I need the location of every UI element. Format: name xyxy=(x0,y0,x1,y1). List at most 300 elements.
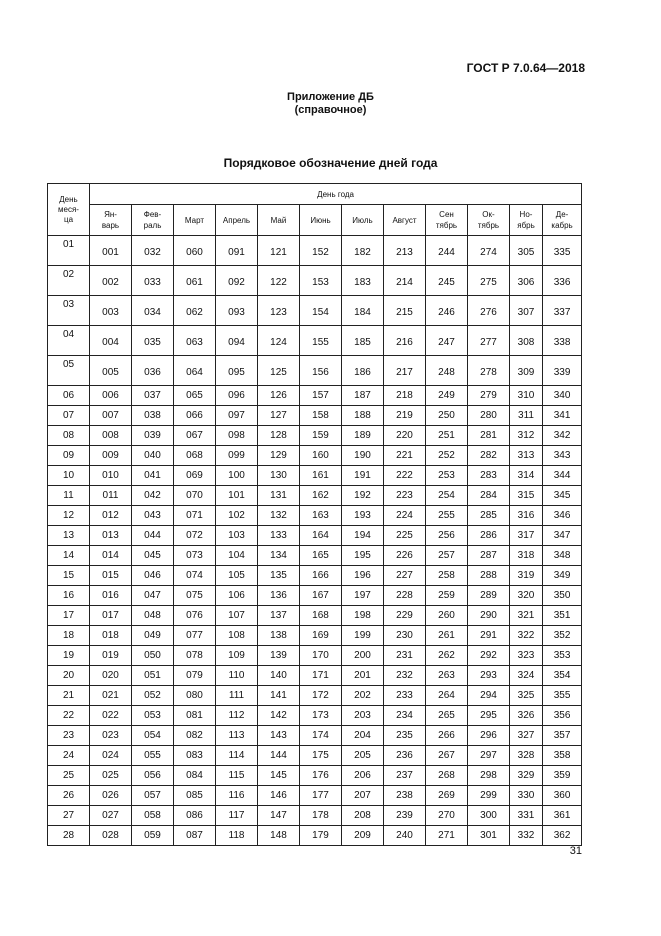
day-of-year-cell: 064 xyxy=(174,356,216,386)
day-of-year-cell: 084 xyxy=(174,766,216,786)
day-of-year-cell: 218 xyxy=(384,386,426,406)
day-of-year-cell: 193 xyxy=(342,506,384,526)
day-of-year-cell: 315 xyxy=(510,486,543,506)
day-of-year-cell: 219 xyxy=(384,406,426,426)
day-of-year-cell: 116 xyxy=(216,786,258,806)
day-of-year-cell: 348 xyxy=(543,546,582,566)
day-of-month-cell: 13 xyxy=(48,526,90,546)
day-of-year-cell: 161 xyxy=(300,466,342,486)
table-row xyxy=(48,666,582,686)
day-of-year-cell: 152 xyxy=(300,236,342,266)
day-of-year-cell: 153 xyxy=(300,266,342,296)
day-of-year-cell: 188 xyxy=(342,406,384,426)
day-of-year-cell: 196 xyxy=(342,566,384,586)
day-of-year-cell: 245 xyxy=(426,266,468,296)
month-header xyxy=(384,205,426,236)
day-of-year-cell: 024 xyxy=(90,746,132,766)
day-of-year-cell: 203 xyxy=(342,706,384,726)
day-of-year-cell: 003 xyxy=(90,296,132,326)
day-of-year-cell: 259 xyxy=(426,586,468,606)
day-of-year-cell: 140 xyxy=(258,666,300,686)
day-of-year-cell: 136 xyxy=(258,586,300,606)
day-of-year-cell: 163 xyxy=(300,506,342,526)
day-of-year-cell: 068 xyxy=(174,446,216,466)
day-of-year-cell: 209 xyxy=(342,826,384,846)
day-of-year-cell: 124 xyxy=(258,326,300,356)
day-of-year-cell: 082 xyxy=(174,726,216,746)
day-of-year-cell: 311 xyxy=(510,406,543,426)
month-header-line: Апрель xyxy=(222,215,251,225)
day-of-year-cell: 288 xyxy=(468,566,510,586)
day-of-year-cell: 237 xyxy=(384,766,426,786)
day-of-year-cell: 135 xyxy=(258,566,300,586)
month-header-line: раль xyxy=(143,221,162,230)
day-of-year-cell: 036 xyxy=(132,356,174,386)
day-of-year-cell: 004 xyxy=(90,326,132,356)
day-of-year-cell: 283 xyxy=(468,466,510,486)
day-of-year-cell: 354 xyxy=(543,666,582,686)
day-of-year-cell: 349 xyxy=(543,566,582,586)
table-row xyxy=(48,786,582,806)
day-of-year-cell: 148 xyxy=(258,826,300,846)
day-of-year-cell: 121 xyxy=(258,236,300,266)
day-of-year-cell: 331 xyxy=(510,806,543,826)
day-of-year-cell: 091 xyxy=(216,236,258,266)
day-of-year-cell: 222 xyxy=(384,466,426,486)
day-of-year-cell: 357 xyxy=(543,726,582,746)
day-of-year-cell: 138 xyxy=(258,626,300,646)
day-of-year-cell: 296 xyxy=(468,726,510,746)
day-of-year-cell: 109 xyxy=(216,646,258,666)
day-of-year-cell: 055 xyxy=(132,746,174,766)
day-of-year-cell: 264 xyxy=(426,686,468,706)
day-of-year-cell: 199 xyxy=(342,626,384,646)
day-of-year-cell: 271 xyxy=(426,826,468,846)
day-of-month-cell: 01 xyxy=(48,236,90,266)
month-header-line: Фев- xyxy=(143,210,162,219)
month-header xyxy=(90,205,132,236)
month-header-line: Июль xyxy=(352,215,373,225)
day-of-year-cell: 246 xyxy=(426,296,468,326)
day-of-year-cell: 307 xyxy=(510,296,543,326)
day-of-year-cell: 038 xyxy=(132,406,174,426)
day-of-year-cell: 320 xyxy=(510,586,543,606)
day-of-year-cell: 063 xyxy=(174,326,216,356)
day-of-year-cell: 184 xyxy=(342,296,384,326)
day-of-year-cell: 054 xyxy=(132,726,174,746)
day-of-year-cell: 327 xyxy=(510,726,543,746)
day-of-year-cell: 061 xyxy=(174,266,216,296)
day-of-year-cell: 313 xyxy=(510,446,543,466)
day-of-year-cell: 102 xyxy=(216,506,258,526)
table-row xyxy=(48,296,582,326)
day-of-year-cell: 298 xyxy=(468,766,510,786)
day-of-year-cell: 078 xyxy=(174,646,216,666)
day-of-year-cell: 226 xyxy=(384,546,426,566)
row-header-line: День xyxy=(59,194,78,204)
table-row xyxy=(48,426,582,446)
month-header-line: Июнь xyxy=(310,215,331,225)
day-of-month-cell: 07 xyxy=(48,406,90,426)
day-of-year-cell: 071 xyxy=(174,506,216,526)
day-of-year-cell: 165 xyxy=(300,546,342,566)
day-of-year-cell: 353 xyxy=(543,646,582,666)
day-of-year-cell: 191 xyxy=(342,466,384,486)
day-of-year-cell: 214 xyxy=(384,266,426,296)
day-of-year-cell: 249 xyxy=(426,386,468,406)
day-of-year-cell: 128 xyxy=(258,426,300,446)
day-of-year-cell: 356 xyxy=(543,706,582,726)
day-of-month-cell: 21 xyxy=(48,686,90,706)
day-of-year-cell: 182 xyxy=(342,236,384,266)
day-of-year-cell: 176 xyxy=(300,766,342,786)
day-of-year-cell: 233 xyxy=(384,686,426,706)
day-of-year-cell: 110 xyxy=(216,666,258,686)
day-of-year-cell: 141 xyxy=(258,686,300,706)
table-row xyxy=(48,236,582,266)
month-header xyxy=(300,205,342,236)
day-of-year-cell: 023 xyxy=(90,726,132,746)
table-row xyxy=(48,646,582,666)
day-of-year-cell: 052 xyxy=(132,686,174,706)
day-of-year-cell: 019 xyxy=(90,646,132,666)
day-of-month-cell: 14 xyxy=(48,546,90,566)
day-of-year-cell: 173 xyxy=(300,706,342,726)
day-of-year-cell: 344 xyxy=(543,466,582,486)
day-of-year-cell: 170 xyxy=(300,646,342,666)
day-of-year-cell: 094 xyxy=(216,326,258,356)
month-header xyxy=(468,205,510,236)
day-of-year-cell: 171 xyxy=(300,666,342,686)
day-of-year-cell: 185 xyxy=(342,326,384,356)
day-of-year-cell: 325 xyxy=(510,686,543,706)
day-of-year-cell: 021 xyxy=(90,686,132,706)
day-of-year-cell: 093 xyxy=(216,296,258,326)
day-of-year-cell: 265 xyxy=(426,706,468,726)
day-of-year-cell: 035 xyxy=(132,326,174,356)
day-of-year-cell: 263 xyxy=(426,666,468,686)
day-of-year-cell: 020 xyxy=(90,666,132,686)
day-of-year-cell: 143 xyxy=(258,726,300,746)
day-of-month-cell: 06 xyxy=(48,386,90,406)
day-of-year-cell: 129 xyxy=(258,446,300,466)
day-of-year-cell: 142 xyxy=(258,706,300,726)
day-of-year-cell: 059 xyxy=(132,826,174,846)
day-of-year-cell: 202 xyxy=(342,686,384,706)
day-of-year-cell: 215 xyxy=(384,296,426,326)
day-of-year-cell: 247 xyxy=(426,326,468,356)
day-of-year-cell: 361 xyxy=(543,806,582,826)
day-of-year-cell: 126 xyxy=(258,386,300,406)
day-of-year-cell: 167 xyxy=(300,586,342,606)
month-header-line: Ян- xyxy=(104,210,117,219)
day-of-year-table xyxy=(47,183,582,846)
day-of-year-cell: 042 xyxy=(132,486,174,506)
day-of-year-cell: 144 xyxy=(258,746,300,766)
day-of-year-cell: 362 xyxy=(543,826,582,846)
day-of-year-cell: 201 xyxy=(342,666,384,686)
day-of-year-cell: 012 xyxy=(90,506,132,526)
month-header xyxy=(426,205,468,236)
day-of-month-cell: 23 xyxy=(48,726,90,746)
day-of-year-cell: 295 xyxy=(468,706,510,726)
day-of-year-cell: 101 xyxy=(216,486,258,506)
month-header-line: Март xyxy=(184,215,205,225)
day-of-year-cell: 324 xyxy=(510,666,543,686)
day-of-year-cell: 145 xyxy=(258,766,300,786)
day-of-year-cell: 127 xyxy=(258,406,300,426)
row-header-line: ца xyxy=(63,214,74,224)
day-of-month-cell: 20 xyxy=(48,666,90,686)
day-of-month-cell: 16 xyxy=(48,586,90,606)
day-of-year-cell: 291 xyxy=(468,626,510,646)
table-row xyxy=(48,466,582,486)
day-of-year-cell: 039 xyxy=(132,426,174,446)
table-row xyxy=(48,606,582,626)
day-of-year-cell: 086 xyxy=(174,806,216,826)
day-of-year-cell: 005 xyxy=(90,356,132,386)
day-of-year-cell: 294 xyxy=(468,686,510,706)
day-of-year-cell: 044 xyxy=(132,526,174,546)
day-of-year-cell: 254 xyxy=(426,486,468,506)
day-of-year-cell: 309 xyxy=(510,356,543,386)
month-header-line: Август xyxy=(392,215,417,225)
table-row xyxy=(48,406,582,426)
day-of-year-cell: 323 xyxy=(510,646,543,666)
day-of-year-cell: 174 xyxy=(300,726,342,746)
day-of-year-cell: 213 xyxy=(384,236,426,266)
month-header xyxy=(258,205,300,236)
day-of-year-cell: 274 xyxy=(468,236,510,266)
day-of-year-cell: 050 xyxy=(132,646,174,666)
day-of-year-cell: 326 xyxy=(510,706,543,726)
day-of-year-cell: 058 xyxy=(132,806,174,826)
day-of-year-cell: 204 xyxy=(342,726,384,746)
day-of-year-cell: 175 xyxy=(300,746,342,766)
day-of-year-cell: 290 xyxy=(468,606,510,626)
day-of-year-cell: 083 xyxy=(174,746,216,766)
month-header xyxy=(216,205,258,236)
day-of-year-cell: 106 xyxy=(216,586,258,606)
day-of-year-cell: 100 xyxy=(216,466,258,486)
table-row xyxy=(48,506,582,526)
day-of-year-cell: 077 xyxy=(174,626,216,646)
day-of-year-cell: 162 xyxy=(300,486,342,506)
day-of-year-cell: 292 xyxy=(468,646,510,666)
annex-heading xyxy=(0,91,661,117)
day-of-year-cell: 352 xyxy=(543,626,582,646)
day-of-year-cell: 198 xyxy=(342,606,384,626)
day-of-year-cell: 096 xyxy=(216,386,258,406)
month-header-line: Но- xyxy=(519,210,533,219)
month-header xyxy=(132,205,174,236)
day-of-year-cell: 229 xyxy=(384,606,426,626)
day-of-year-cell: 355 xyxy=(543,686,582,706)
day-of-month-cell: 05 xyxy=(48,356,90,386)
day-of-year-cell: 092 xyxy=(216,266,258,296)
day-of-month-cell: 02 xyxy=(48,266,90,296)
day-of-year-cell: 207 xyxy=(342,786,384,806)
day-of-year-cell: 081 xyxy=(174,706,216,726)
day-of-year-cell: 060 xyxy=(174,236,216,266)
day-of-year-cell: 255 xyxy=(426,506,468,526)
table-title: Порядковое обозначение дней года xyxy=(223,156,438,170)
month-header xyxy=(342,205,384,236)
day-of-year-cell: 056 xyxy=(132,766,174,786)
table-row xyxy=(48,266,582,296)
day-of-year-cell: 329 xyxy=(510,766,543,786)
table-row xyxy=(48,686,582,706)
day-of-year-cell: 097 xyxy=(216,406,258,426)
day-of-year-cell: 251 xyxy=(426,426,468,446)
month-header-line: тябрь xyxy=(435,221,458,230)
day-of-year-cell: 168 xyxy=(300,606,342,626)
table-row xyxy=(48,706,582,726)
day-of-year-cell: 178 xyxy=(300,806,342,826)
annex-title: Приложение ДБ xyxy=(287,91,374,103)
day-of-year-cell: 269 xyxy=(426,786,468,806)
day-of-year-cell: 032 xyxy=(132,236,174,266)
day-of-year-cell: 103 xyxy=(216,526,258,546)
day-of-year-cell: 338 xyxy=(543,326,582,356)
day-of-year-cell: 339 xyxy=(543,356,582,386)
day-of-year-cell: 179 xyxy=(300,826,342,846)
day-of-month-cell: 18 xyxy=(48,626,90,646)
day-of-year-cell: 230 xyxy=(384,626,426,646)
day-of-year-cell: 221 xyxy=(384,446,426,466)
day-of-year-cell: 015 xyxy=(90,566,132,586)
month-header xyxy=(510,205,543,236)
table-row xyxy=(48,446,582,466)
day-of-year-cell: 104 xyxy=(216,546,258,566)
day-of-year-cell: 190 xyxy=(342,446,384,466)
day-of-year-cell: 046 xyxy=(132,566,174,586)
day-of-year-cell: 080 xyxy=(174,686,216,706)
day-of-year-cell: 358 xyxy=(543,746,582,766)
day-of-year-cell: 268 xyxy=(426,766,468,786)
day-of-year-cell: 228 xyxy=(384,586,426,606)
table-row xyxy=(48,626,582,646)
day-of-year-cell: 114 xyxy=(216,746,258,766)
day-of-year-cell: 160 xyxy=(300,446,342,466)
day-of-year-cell: 317 xyxy=(510,526,543,546)
day-of-year-cell: 085 xyxy=(174,786,216,806)
day-of-year-cell: 016 xyxy=(90,586,132,606)
day-of-month-cell: 04 xyxy=(48,326,90,356)
day-of-year-cell: 337 xyxy=(543,296,582,326)
day-of-year-cell: 033 xyxy=(132,266,174,296)
day-of-year-cell: 234 xyxy=(384,706,426,726)
day-of-year-cell: 227 xyxy=(384,566,426,586)
day-of-year-cell: 009 xyxy=(90,446,132,466)
row-header-cell xyxy=(48,184,90,236)
day-of-year-cell: 164 xyxy=(300,526,342,546)
day-of-year-cell: 183 xyxy=(342,266,384,296)
day-of-year-cell: 125 xyxy=(258,356,300,386)
day-of-year-cell: 360 xyxy=(543,786,582,806)
day-of-year-cell: 235 xyxy=(384,726,426,746)
day-of-year-cell: 043 xyxy=(132,506,174,526)
day-of-year-cell: 195 xyxy=(342,546,384,566)
day-of-year-cell: 346 xyxy=(543,506,582,526)
day-of-year-cell: 306 xyxy=(510,266,543,296)
day-of-year-cell: 075 xyxy=(174,586,216,606)
day-of-year-cell: 048 xyxy=(132,606,174,626)
day-of-year-cell: 347 xyxy=(543,526,582,546)
month-header-line: Ок- xyxy=(482,210,495,219)
day-of-year-cell: 006 xyxy=(90,386,132,406)
day-of-year-cell: 172 xyxy=(300,686,342,706)
day-of-month-cell: 03 xyxy=(48,296,90,326)
day-of-year-cell: 359 xyxy=(543,766,582,786)
day-of-year-cell: 314 xyxy=(510,466,543,486)
day-of-year-cell: 067 xyxy=(174,426,216,446)
day-of-year-cell: 276 xyxy=(468,296,510,326)
annex-subtitle: (справочное) xyxy=(294,104,367,116)
day-of-month-cell: 09 xyxy=(48,446,90,466)
day-of-year-cell: 049 xyxy=(132,626,174,646)
day-of-year-cell: 123 xyxy=(258,296,300,326)
day-of-year-cell: 217 xyxy=(384,356,426,386)
day-of-year-cell: 293 xyxy=(468,666,510,686)
day-of-year-cell: 053 xyxy=(132,706,174,726)
day-of-year-cell: 267 xyxy=(426,746,468,766)
day-of-year-cell: 232 xyxy=(384,666,426,686)
day-of-year-cell: 285 xyxy=(468,506,510,526)
day-of-year-cell: 266 xyxy=(426,726,468,746)
day-of-year-cell: 051 xyxy=(132,666,174,686)
day-of-year-cell: 134 xyxy=(258,546,300,566)
day-of-year-cell: 236 xyxy=(384,746,426,766)
month-header-line: ябрь xyxy=(517,221,535,230)
day-of-year-cell: 169 xyxy=(300,626,342,646)
table-row xyxy=(48,826,582,846)
day-of-year-cell: 047 xyxy=(132,586,174,606)
day-of-year-cell: 155 xyxy=(300,326,342,356)
day-of-month-cell: 11 xyxy=(48,486,90,506)
day-of-year-cell: 345 xyxy=(543,486,582,506)
day-of-year-cell: 256 xyxy=(426,526,468,546)
day-of-month-cell: 17 xyxy=(48,606,90,626)
day-of-year-cell: 330 xyxy=(510,786,543,806)
day-of-year-cell: 305 xyxy=(510,236,543,266)
day-of-year-cell: 328 xyxy=(510,746,543,766)
day-of-year-cell: 280 xyxy=(468,406,510,426)
day-of-year-cell: 308 xyxy=(510,326,543,356)
day-of-year-cell: 095 xyxy=(216,356,258,386)
day-of-year-cell: 300 xyxy=(468,806,510,826)
day-of-year-cell: 287 xyxy=(468,546,510,566)
day-of-year-cell: 238 xyxy=(384,786,426,806)
day-of-year-cell: 117 xyxy=(216,806,258,826)
day-of-year-cell: 098 xyxy=(216,426,258,446)
day-of-year-cell: 013 xyxy=(90,526,132,546)
day-of-year-cell: 139 xyxy=(258,646,300,666)
month-header-line: кабрь xyxy=(551,221,573,230)
day-of-year-cell: 343 xyxy=(543,446,582,466)
day-of-year-cell: 262 xyxy=(426,646,468,666)
day-of-year-cell: 197 xyxy=(342,586,384,606)
table-row xyxy=(48,526,582,546)
month-header-line: Май xyxy=(270,215,287,225)
day-of-month-cell: 15 xyxy=(48,566,90,586)
day-of-year-cell: 205 xyxy=(342,746,384,766)
day-of-year-cell: 260 xyxy=(426,606,468,626)
table-row xyxy=(48,806,582,826)
day-of-year-cell: 073 xyxy=(174,546,216,566)
day-of-year-cell: 208 xyxy=(342,806,384,826)
day-of-year-cell: 158 xyxy=(300,406,342,426)
